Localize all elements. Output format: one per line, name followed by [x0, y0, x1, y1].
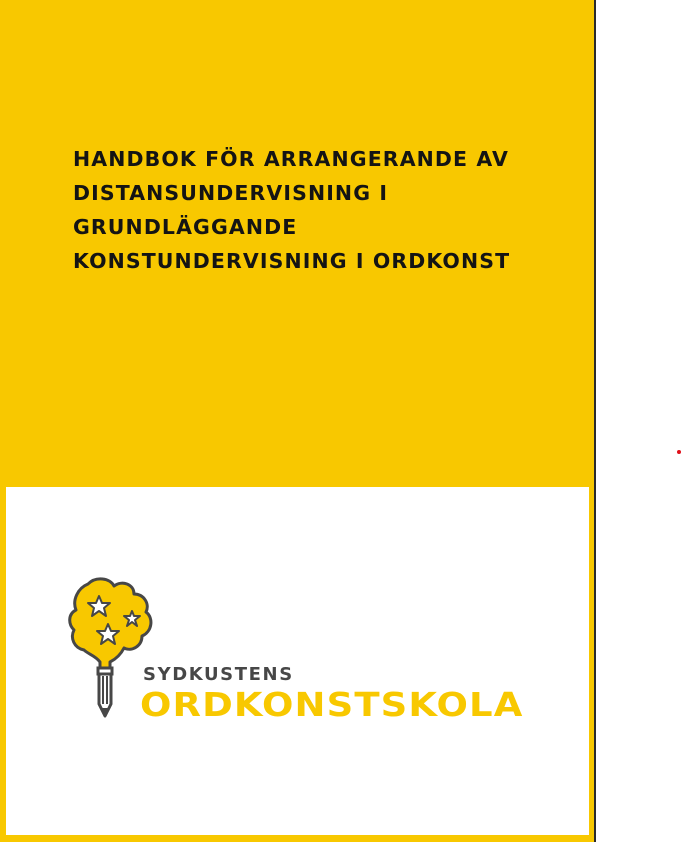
logo-subtitle: SYDKUSTENS: [143, 664, 294, 685]
red-marker-dot: [677, 450, 681, 454]
logo-name: ORDKONSTSKOLA: [140, 685, 524, 724]
document-title: HANDBOK FÖR ARRANGERANDE AV DISTANSUNDERVISNING I GRUNDLÄGGANDE KONSTUNDERVISNING I ORDKONST: [73, 147, 511, 273]
